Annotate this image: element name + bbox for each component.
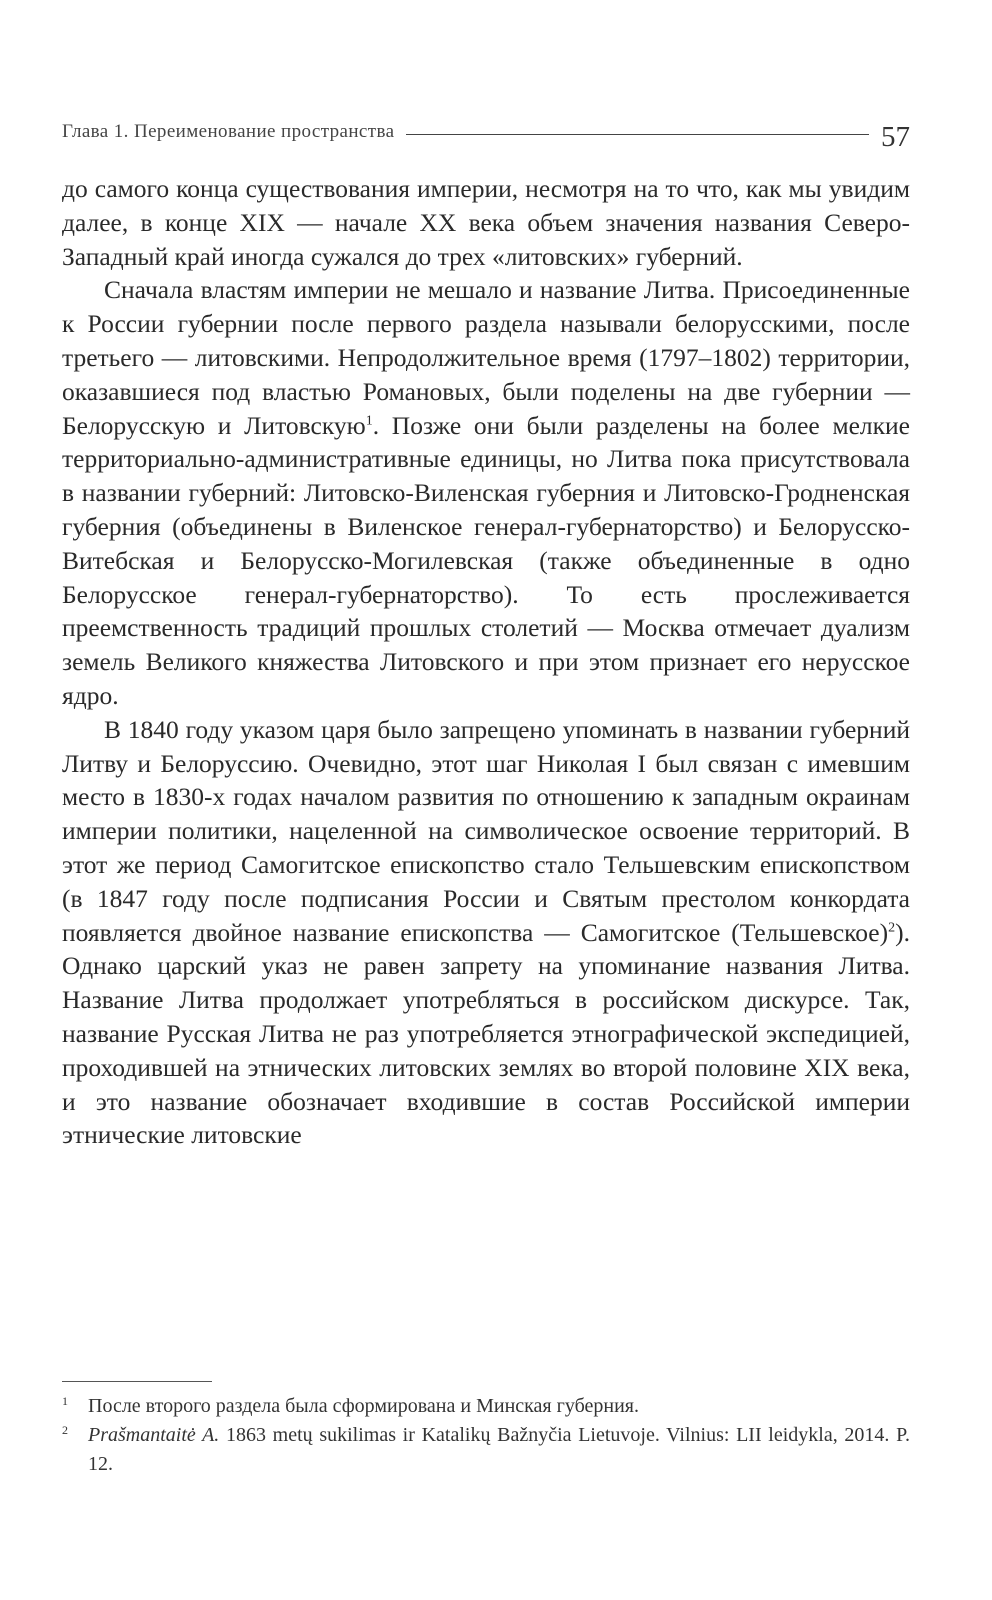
main-text (62, 172, 910, 1152)
paragraph-3-part-a: В 1840 году указом царя было запрещено упоминать в названии губерний Литву и Белоруссию. Очевидно, этот шаг Николая I был связан с имевшим место в 1830-х годах началом развития по отношению к западным окраинам империи политики, нацеленной на символическое освоение территорий. В этот же период Самогитское епископство стало Тельшевским епископством (в 1847 году после подписания России и Святым престолом конкордата появляется двойное название епископства — Самогитское (Тельшевское) (62, 714, 910, 947)
paragraph-2-part-b: . Позже они были разделены на более мелкие территориально-административные единицы, но Литва пока присутствовала в названии губерний: Литовско-Виленская губерния и Литовско-Гродненская губерния (объединены в Виленское генерал-губернаторство) и Белорусско-Витебская и Белорусско-Могилевская (также объединенные в одно Белорусское генерал-губернаторство). То есть прослеживается преемственность традиций прошлых столетий — Москва отмечает дуализм земель Великого княжества Литовского и при этом признает его нерусское ядро. (62, 410, 910, 710)
paragraph-2-part-a: Сначала властям империи не мешало и название Литва. Присоединенные к России губернии после первого раздела называли белорусскими, после третьего — литовскими. Непродолжительное время (1797–1802) территории, оказавшиеся под властью Романовых, были поделены на две губернии — Белорусскую и Литовскую (62, 275, 910, 440)
footnote-rule (62, 1381, 212, 1382)
footnote-1 (62, 1392, 910, 1421)
paragraph-2 (62, 273, 910, 712)
running-head (62, 108, 910, 152)
footnote-ref-1: 1 (365, 413, 373, 429)
page-number: 57 (881, 121, 910, 153)
paragraph-1: до самого конца существования империи, несмотря на то что, как мы увидим далее, в конце XIX — начале XX века объем значения названия Северо-Западный край иногда сужался до трех «литовских» губерний. (62, 174, 910, 271)
header-rule (406, 134, 869, 135)
footnote-mark: 2 (62, 1423, 68, 1437)
paragraph-3 (62, 713, 910, 1152)
chapter-title: Глава 1. Переименование пространства (62, 121, 395, 142)
footnotes (62, 1392, 910, 1479)
footnote-author: Prašmantaitė A. (88, 1424, 220, 1446)
footnote-text (88, 1421, 910, 1479)
paragraph-3-part-b: ). Однако царский указ не равен запрету на упоминание названия Литва. Название Литва продолжает употребляться в российском дискурсе. Так, название Русская Литва не раз употребляется этнографической экспедицией, проходившей на этнических литовских землях во второй половине XIX века, и это название обозначает входившие в состав Российской империи этнические литовские (62, 917, 910, 1150)
footnote-mark: 1 (62, 1394, 68, 1408)
footnote-ref-2: 2 (888, 920, 896, 936)
footnote-text: После второго раздела была сформирована и Минская губерния. (88, 1395, 639, 1417)
footnote-citation: 1863 metų sukilimas ir Katalikų Bažnyčia Lietuvoje. Vilnius: LII leidykla, 2014. P. 12. (88, 1424, 910, 1475)
footnote-2 (62, 1421, 910, 1479)
